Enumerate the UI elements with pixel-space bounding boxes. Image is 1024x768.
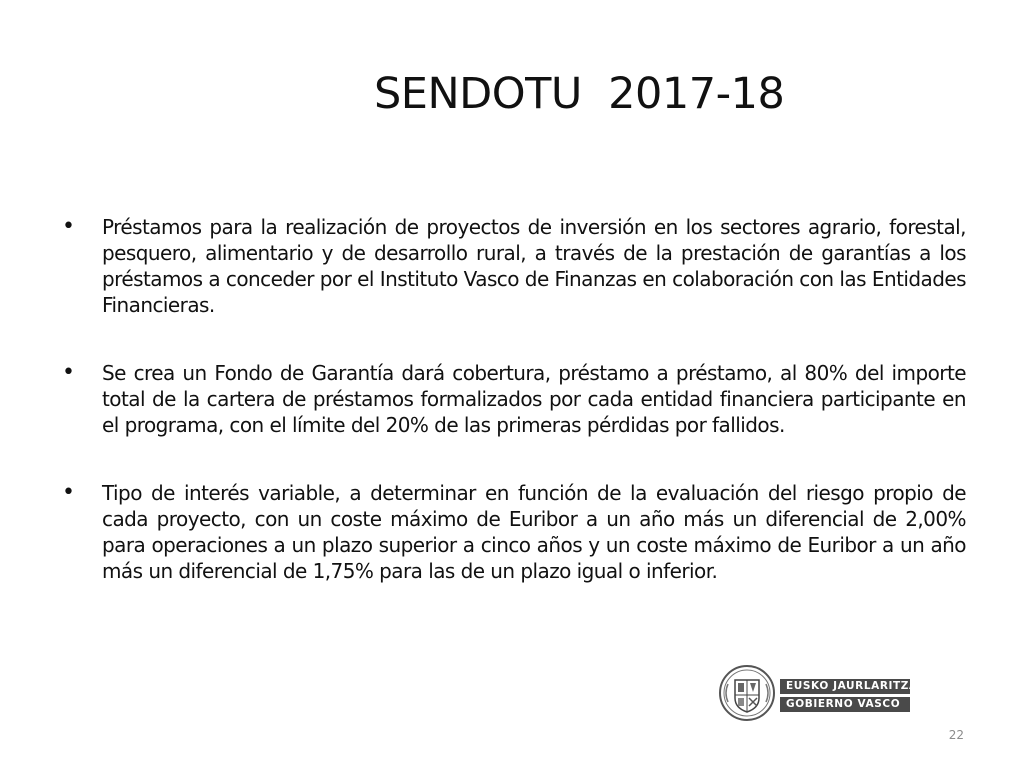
logo-text-spanish: GOBIERNO VASCO: [780, 697, 910, 712]
page-number: 22: [948, 728, 964, 742]
bullet-text: Tipo de interés variable, a determinar en función de la evaluación del riesgo propio de cada proyecto, con un coste máximo de Euribor a un año más un diferencial de 2,00% para operaciones a un plazo superior a cinco años y un coste máximo de Euribor a un año más un diferencial de 1,75% para las de un plazo igual o inferior.: [102, 481, 966, 583]
gobierno-vasco-logo: [718, 664, 918, 724]
bullet-item: [62, 360, 966, 438]
bullet-text: Se crea un Fondo de Garantía dará cobertura, préstamo a préstamo, al 80% del importe total de la cartera de préstamos formalizados por cada entidad financiera participante en el programa, con el límite del 20% de las primeras pérdidas por fallidos.: [102, 361, 966, 437]
bullet-text: Préstamos para la realización de proyectos de inversión en los sectores agrario, forestal, pesquero, alimentario y de desarrollo rural, a través de la prestación de garantías a los préstamos a conceder por el Instituto Vasco de Finanzas en colaboración con las Entidades Financieras.: [102, 215, 966, 317]
bullet-item: [62, 214, 966, 318]
bullet-item: [62, 480, 966, 584]
bullet-marker: •: [62, 214, 75, 239]
bullet-marker: •: [62, 360, 75, 385]
bullet-marker: •: [62, 480, 75, 505]
slide-title: SENDOTU 2017-18: [374, 69, 785, 119]
bullet-list: [62, 214, 966, 626]
logo-text-basque: EUSKO JAURLARITZA: [780, 679, 910, 694]
coat-of-arms-icon: [718, 664, 776, 722]
